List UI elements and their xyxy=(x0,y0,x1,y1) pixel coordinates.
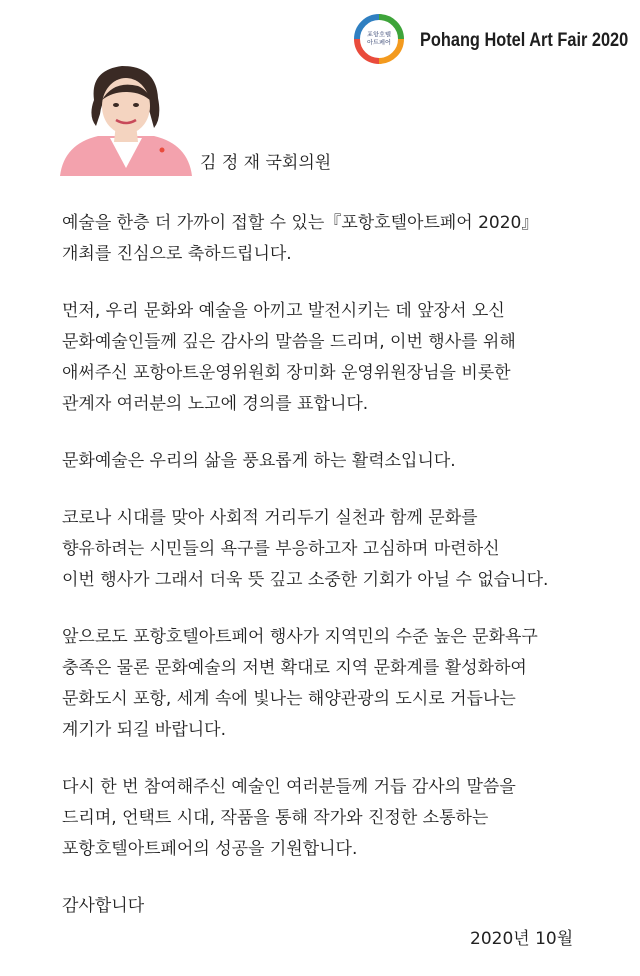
letter-line: 앞으로도 포항호텔아트페어 행사가 지역민의 수준 높은 문화욕구 xyxy=(62,627,538,647)
header xyxy=(354,14,634,70)
letter-line: 문화예술은 우리의 삶을 풍요롭게 하는 활력소입니다. xyxy=(62,451,456,471)
event-title: Pohang Hotel Art Fair 2020 xyxy=(420,30,629,51)
letter-paragraph xyxy=(62,296,622,420)
letter-line: 관계자 여러분의 노고에 경의를 표합니다. xyxy=(62,394,369,414)
letter-paragraph xyxy=(62,622,622,746)
letter-paragraph xyxy=(62,891,622,922)
letter-date: 2020년 10월 xyxy=(470,929,574,949)
letter-paragraph xyxy=(62,503,622,596)
letter-line: 계기가 되길 바랍니다. xyxy=(62,720,227,740)
letter-line: 다시 한 번 참여해주신 예술인 여러분들께 거듭 감사의 말씀을 xyxy=(62,777,516,797)
letter-line: 코로나 시대를 맞아 사회적 거리두기 실천과 함께 문화를 xyxy=(62,508,478,528)
letter-paragraph xyxy=(62,772,622,865)
letter-line: 문화예술인들께 깊은 감사의 말씀을 드리며, 이번 행사를 위해 xyxy=(62,332,516,352)
author-portrait xyxy=(58,58,194,176)
logo-line-1: 포항호텔 xyxy=(367,31,391,39)
art-fair-logo xyxy=(354,14,404,64)
letter-line: 먼저, 우리 문화와 예술을 아끼고 발전시키는 데 앞장서 오신 xyxy=(62,301,505,321)
letter-line: 개최를 진심으로 축하드립니다. xyxy=(62,244,292,264)
letter-paragraph xyxy=(62,446,622,477)
letter-line: 향유하려는 시민들의 욕구를 부응하고자 고심하며 마련하신 xyxy=(62,539,500,559)
letter-line: 충족은 물론 문화예술의 저변 확대로 지역 문화계를 활성화하여 xyxy=(62,658,527,678)
letter-line: 드리며, 언택트 시대, 작품을 통해 작가와 진정한 소통하는 xyxy=(62,808,489,828)
logo-line-2: 아트페어 xyxy=(367,39,391,47)
letter-line: 감사합니다 xyxy=(62,896,145,916)
letter-line: 문화도시 포항, 세계 속에 빛나는 해양관광의 도시로 거듭나는 xyxy=(62,689,516,709)
letter-line: 포항호텔아트페어의 성공을 기원합니다. xyxy=(62,839,358,859)
letter-line: 애써주신 포항아트운영위원회 장미화 운영위원장님을 비롯한 xyxy=(62,363,511,383)
letter-line: 이번 행사가 그래서 더욱 뜻 깊고 소중한 기회가 아닐 수 없습니다. xyxy=(62,570,549,590)
author-name: 김 정 재 국회의원 xyxy=(200,153,332,173)
letter-paragraph xyxy=(62,208,622,270)
letter-body xyxy=(62,208,622,948)
letter-line: 예술을 한층 더 가까이 접할 수 있는『포항호텔아트페어 2020』 xyxy=(62,213,539,233)
